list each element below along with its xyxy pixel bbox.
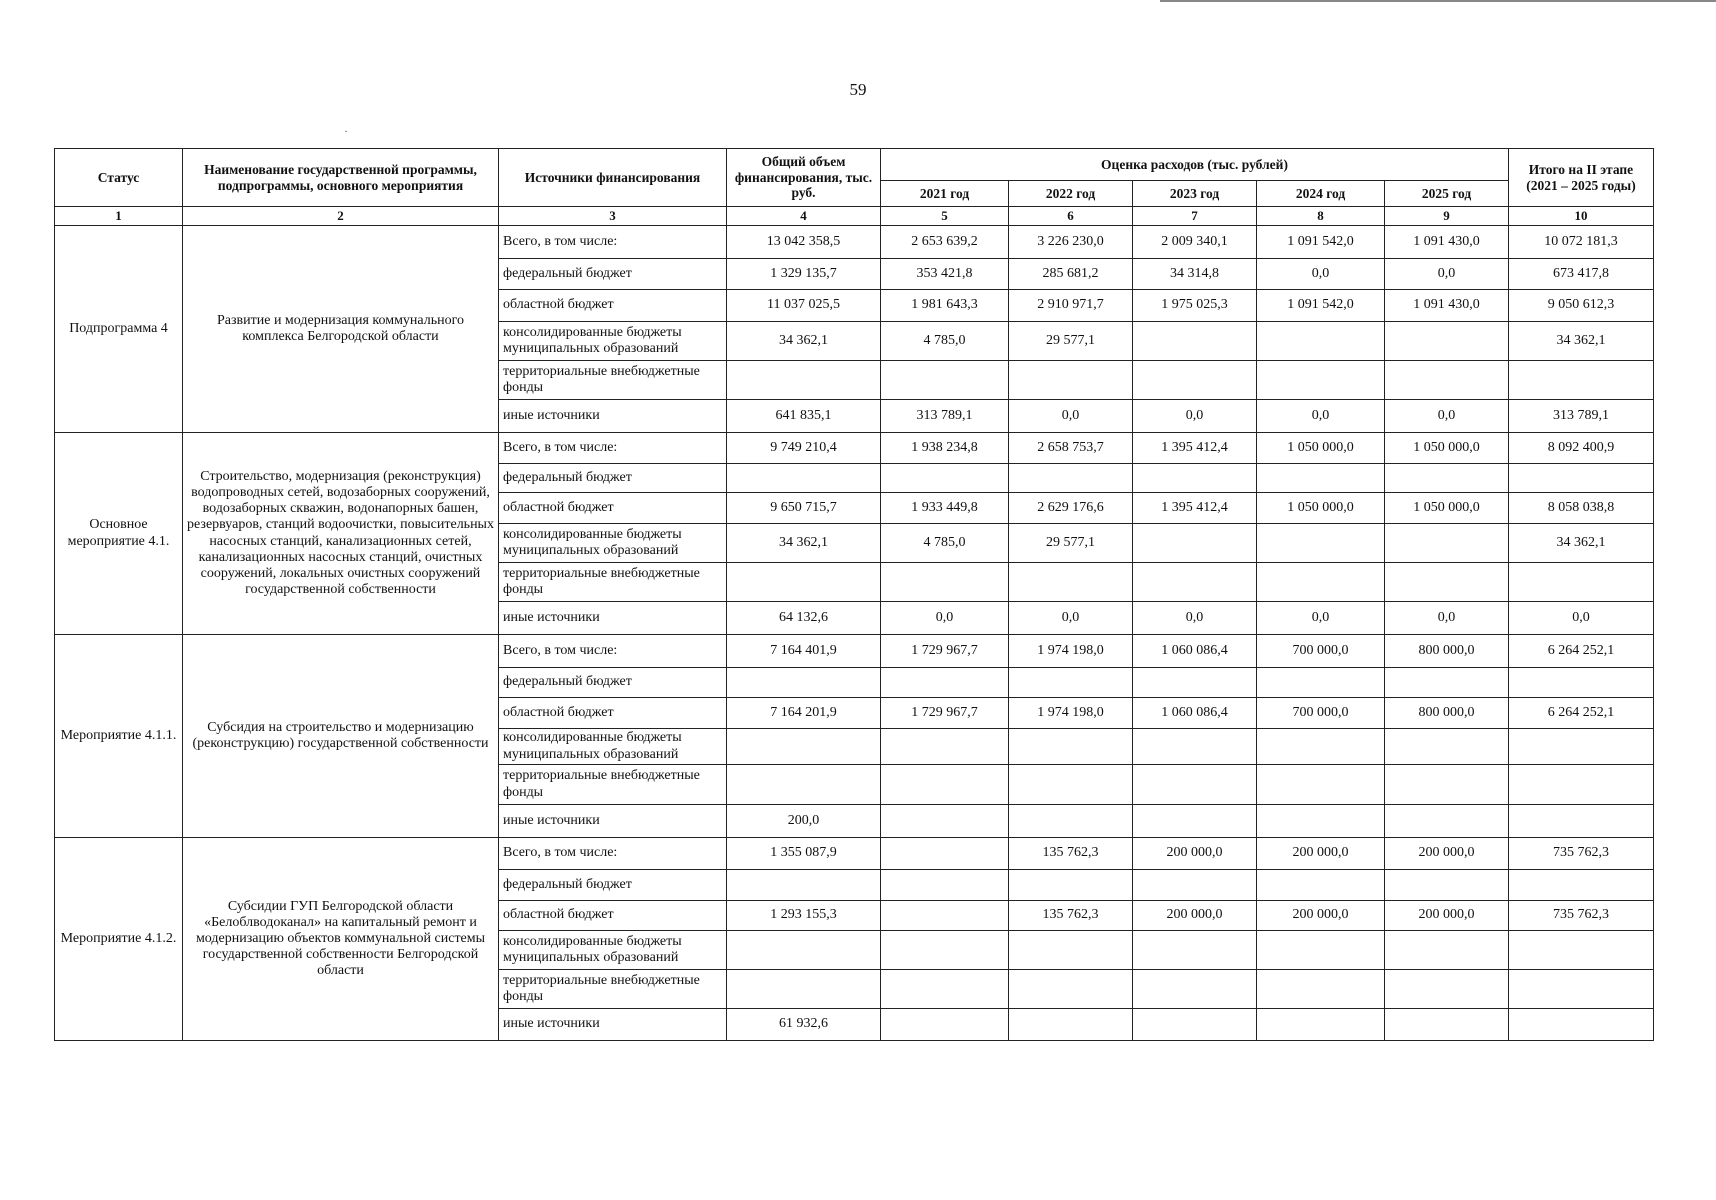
amount-cell: 1 050 000,0 [1257, 433, 1385, 464]
status-cell: Подпрограмма 4 [55, 226, 183, 433]
amount-cell [1509, 361, 1654, 400]
amount-cell [1385, 729, 1509, 765]
amount-cell [1133, 361, 1257, 400]
table-body [55, 226, 1654, 1041]
funding-source-cell: иные источники [499, 805, 727, 838]
column-number: 2 [183, 207, 499, 226]
column-number: 6 [1009, 207, 1133, 226]
amount-cell: 1 974 198,0 [1009, 698, 1133, 729]
amount-cell [1009, 805, 1133, 838]
amount-cell [1257, 870, 1385, 901]
amount-cell: 1 938 234,8 [881, 433, 1009, 464]
amount-cell [1385, 805, 1509, 838]
header-stage-total: Итого на II этапе (2021 – 2025 годы) [1509, 149, 1654, 207]
amount-cell: 34 362,1 [1509, 322, 1654, 361]
amount-cell: 64 132,6 [727, 602, 881, 635]
funding-source-cell: территориальные внебюджетные фонды [499, 970, 727, 1009]
amount-cell: 200 000,0 [1257, 838, 1385, 870]
column-number: 7 [1133, 207, 1257, 226]
amount-cell [1133, 970, 1257, 1009]
amount-cell: 34 362,1 [727, 322, 881, 361]
amount-cell [1509, 805, 1654, 838]
amount-cell: 135 762,3 [1009, 901, 1133, 931]
amount-cell: 135 762,3 [1009, 838, 1133, 870]
amount-cell [1509, 765, 1654, 805]
amount-cell [1385, 361, 1509, 400]
amount-cell: 1 091 542,0 [1257, 290, 1385, 322]
amount-cell: 7 164 201,9 [727, 698, 881, 729]
amount-cell: 1 933 449,8 [881, 493, 1009, 524]
scan-speck: · [344, 124, 348, 138]
amount-cell: 200 000,0 [1385, 838, 1509, 870]
amount-cell [1509, 563, 1654, 602]
amount-cell: 1 091 430,0 [1385, 226, 1509, 259]
amount-cell: 1 395 412,4 [1133, 433, 1257, 464]
amount-cell: 2 658 753,7 [1009, 433, 1133, 464]
funding-source-cell: иные источники [499, 400, 727, 433]
header-sources: Источники финансирования [499, 149, 727, 207]
funding-source-cell: консолидированные бюджеты муниципальных образований [499, 322, 727, 361]
column-number: 1 [55, 207, 183, 226]
amount-cell: 700 000,0 [1257, 698, 1385, 729]
amount-cell [881, 729, 1009, 765]
amount-cell [1509, 970, 1654, 1009]
amount-cell: 353 421,8 [881, 259, 1009, 290]
amount-cell [1509, 668, 1654, 698]
amount-cell [1385, 524, 1509, 563]
amount-cell [1509, 1009, 1654, 1041]
amount-cell: 34 362,1 [1509, 524, 1654, 563]
column-number: 10 [1509, 207, 1654, 226]
amount-cell: 200 000,0 [1133, 838, 1257, 870]
amount-cell [1133, 563, 1257, 602]
amount-cell [1009, 464, 1133, 493]
amount-cell: 735 762,3 [1509, 838, 1654, 870]
amount-cell: 2 910 971,7 [1009, 290, 1133, 322]
amount-cell: 1 395 412,4 [1133, 493, 1257, 524]
amount-cell: 0,0 [1257, 400, 1385, 433]
amount-cell [1509, 729, 1654, 765]
table-row [55, 433, 1654, 464]
amount-cell: 735 762,3 [1509, 901, 1654, 931]
amount-cell [1385, 563, 1509, 602]
status-cell: Мероприятие 4.1.1. [55, 635, 183, 838]
header-year: 2021 год [881, 181, 1009, 207]
amount-cell [727, 361, 881, 400]
funding-source-cell: федеральный бюджет [499, 464, 727, 493]
amount-cell [881, 838, 1009, 870]
funding-source-cell: территориальные внебюджетные фонды [499, 765, 727, 805]
funding-source-cell: федеральный бюджет [499, 870, 727, 901]
amount-cell: 1 293 155,3 [727, 901, 881, 931]
header-year: 2023 год [1133, 181, 1257, 207]
amount-cell: 0,0 [1385, 400, 1509, 433]
column-number: 9 [1385, 207, 1509, 226]
amount-cell: 1 091 430,0 [1385, 290, 1509, 322]
table-row [55, 226, 1654, 259]
program-name-cell: Субсидия на строительство и модернизацию (реконструкцию) государственной собственности [183, 635, 499, 838]
amount-cell [881, 870, 1009, 901]
amount-cell [1009, 765, 1133, 805]
amount-cell: 800 000,0 [1385, 635, 1509, 668]
amount-cell: 1 974 198,0 [1009, 635, 1133, 668]
amount-cell [727, 970, 881, 1009]
amount-cell [1385, 464, 1509, 493]
amount-cell [1385, 322, 1509, 361]
status-cell: Основное мероприятие 4.1. [55, 433, 183, 635]
amount-cell [1133, 870, 1257, 901]
header-status: Статус [55, 149, 183, 207]
amount-cell [881, 805, 1009, 838]
column-number: 3 [499, 207, 727, 226]
amount-cell [727, 464, 881, 493]
amount-cell [1509, 464, 1654, 493]
amount-cell [727, 668, 881, 698]
amount-cell: 200 000,0 [1385, 901, 1509, 931]
column-number: 5 [881, 207, 1009, 226]
funding-source-cell: иные источники [499, 602, 727, 635]
funding-source-cell: территориальные внебюджетные фонды [499, 361, 727, 400]
amount-cell [1133, 765, 1257, 805]
amount-cell [881, 765, 1009, 805]
amount-cell [1385, 870, 1509, 901]
amount-cell: 1 729 967,7 [881, 698, 1009, 729]
amount-cell [1257, 805, 1385, 838]
amount-cell [1257, 563, 1385, 602]
amount-cell [1385, 931, 1509, 970]
table-row [55, 838, 1654, 870]
amount-cell: 2 629 176,6 [1009, 493, 1133, 524]
funding-source-cell: консолидированные бюджеты муниципальных образований [499, 524, 727, 563]
amount-cell: 4 785,0 [881, 524, 1009, 563]
funding-source-cell: Всего, в том числе: [499, 635, 727, 668]
amount-cell: 34 314,8 [1133, 259, 1257, 290]
amount-cell: 3 226 230,0 [1009, 226, 1133, 259]
amount-cell: 13 042 358,5 [727, 226, 881, 259]
amount-cell: 7 164 401,9 [727, 635, 881, 668]
funding-source-cell: Всего, в том числе: [499, 226, 727, 259]
funding-source-cell: областной бюджет [499, 493, 727, 524]
status-cell: Мероприятие 4.1.2. [55, 838, 183, 1041]
amount-cell [881, 1009, 1009, 1041]
budget-table [54, 148, 1654, 1041]
amount-cell [1009, 970, 1133, 1009]
amount-cell [1133, 464, 1257, 493]
amount-cell [1133, 729, 1257, 765]
amount-cell [1009, 563, 1133, 602]
amount-cell: 8 058 038,8 [1509, 493, 1654, 524]
amount-cell: 1 355 087,9 [727, 838, 881, 870]
amount-cell: 0,0 [1133, 400, 1257, 433]
header-year: 2022 год [1009, 181, 1133, 207]
funding-source-cell: консолидированные бюджеты муниципальных образований [499, 729, 727, 765]
amount-cell [1133, 931, 1257, 970]
amount-cell: 0,0 [1257, 259, 1385, 290]
amount-cell: 6 264 252,1 [1509, 635, 1654, 668]
funding-source-cell: Всего, в том числе: [499, 433, 727, 464]
amount-cell [1385, 668, 1509, 698]
amount-cell [727, 729, 881, 765]
program-name-cell: Развитие и модернизация коммунального комплекса Белгородской области [183, 226, 499, 433]
amount-cell: 200 000,0 [1133, 901, 1257, 931]
amount-cell: 61 932,6 [727, 1009, 881, 1041]
amount-cell: 200,0 [727, 805, 881, 838]
amount-cell: 0,0 [1385, 259, 1509, 290]
amount-cell: 1 091 542,0 [1257, 226, 1385, 259]
amount-cell [1133, 524, 1257, 563]
funding-source-cell: областной бюджет [499, 698, 727, 729]
amount-cell: 9 650 715,7 [727, 493, 881, 524]
amount-cell [727, 931, 881, 970]
amount-cell: 1 729 967,7 [881, 635, 1009, 668]
amount-cell: 0,0 [1257, 602, 1385, 635]
amount-cell: 0,0 [1009, 400, 1133, 433]
amount-cell [1385, 970, 1509, 1009]
amount-cell [881, 563, 1009, 602]
amount-cell [727, 870, 881, 901]
program-name-cell: Строительство, модернизация (реконструкция) водопроводных сетей, водозаборных сооружений, водозаборных скважин, водонапорных башен, резервуаров, станций водоочистки, повысительных насосных станций, канализационных сетей, канализационных насосных станций, очистных сооружений, локальных очистных сооружений государственной собственности [183, 433, 499, 635]
amount-cell [1133, 805, 1257, 838]
amount-cell [1257, 1009, 1385, 1041]
amount-cell [881, 931, 1009, 970]
amount-cell [1257, 729, 1385, 765]
amount-cell [881, 464, 1009, 493]
amount-cell [1009, 361, 1133, 400]
amount-cell: 0,0 [1509, 602, 1654, 635]
amount-cell: 29 577,1 [1009, 322, 1133, 361]
header-name: Наименование государственной программы, подпрограммы, основного мероприятия [183, 149, 499, 207]
amount-cell [727, 563, 881, 602]
amount-cell [881, 668, 1009, 698]
amount-cell: 1 329 135,7 [727, 259, 881, 290]
amount-cell [1009, 931, 1133, 970]
funding-source-cell: федеральный бюджет [499, 668, 727, 698]
amount-cell: 1 050 000,0 [1257, 493, 1385, 524]
amount-cell: 313 789,1 [1509, 400, 1654, 433]
amount-cell [727, 765, 881, 805]
funding-source-cell: консолидированные бюджеты муниципальных образований [499, 931, 727, 970]
amount-cell: 800 000,0 [1385, 698, 1509, 729]
amount-cell [1257, 524, 1385, 563]
header-total: Общий объем финансирования, тыс. руб. [727, 149, 881, 207]
amount-cell [1009, 1009, 1133, 1041]
amount-cell: 641 835,1 [727, 400, 881, 433]
funding-source-cell: Всего, в том числе: [499, 838, 727, 870]
amount-cell: 1 981 643,3 [881, 290, 1009, 322]
amount-cell [1133, 668, 1257, 698]
amount-cell: 2 653 639,2 [881, 226, 1009, 259]
amount-cell [1257, 765, 1385, 805]
amount-cell [881, 901, 1009, 931]
amount-cell: 0,0 [1133, 602, 1257, 635]
amount-cell: 1 975 025,3 [1133, 290, 1257, 322]
funding-source-cell: областной бюджет [499, 901, 727, 931]
page-number: 59 [849, 80, 867, 99]
amount-cell: 0,0 [1009, 602, 1133, 635]
header-estimate: Оценка расходов (тыс. рублей) [881, 149, 1509, 181]
amount-cell: 1 050 000,0 [1385, 433, 1509, 464]
funding-source-cell: областной бюджет [499, 290, 727, 322]
amount-cell: 2 009 340,1 [1133, 226, 1257, 259]
amount-cell: 313 789,1 [881, 400, 1009, 433]
amount-cell: 4 785,0 [881, 322, 1009, 361]
table-row [55, 635, 1654, 668]
amount-cell: 1 050 000,0 [1385, 493, 1509, 524]
amount-cell [1257, 322, 1385, 361]
amount-cell: 0,0 [1385, 602, 1509, 635]
amount-cell [1009, 668, 1133, 698]
column-number: 4 [727, 207, 881, 226]
scan-top-line [1160, 0, 1716, 2]
amount-cell [1257, 931, 1385, 970]
header-year: 2024 год [1257, 181, 1385, 207]
amount-cell: 29 577,1 [1009, 524, 1133, 563]
amount-cell [1133, 322, 1257, 361]
amount-cell: 10 072 181,3 [1509, 226, 1654, 259]
amount-cell [1509, 870, 1654, 901]
column-number: 8 [1257, 207, 1385, 226]
header-year: 2025 год [1385, 181, 1509, 207]
amount-cell: 0,0 [881, 602, 1009, 635]
amount-cell [1509, 931, 1654, 970]
amount-cell [1133, 1009, 1257, 1041]
amount-cell: 1 060 086,4 [1133, 635, 1257, 668]
amount-cell [881, 970, 1009, 1009]
amount-cell: 673 417,8 [1509, 259, 1654, 290]
amount-cell [881, 361, 1009, 400]
program-name-cell: Субсидии ГУП Белгородской области «Белоблводоканал» на капитальный ремонт и модернизацию объектов коммунальной системы государственной собственности Белгородской области [183, 838, 499, 1041]
amount-cell [1009, 870, 1133, 901]
amount-cell [1257, 464, 1385, 493]
amount-cell: 9 749 210,4 [727, 433, 881, 464]
amount-cell [1385, 1009, 1509, 1041]
amount-cell [1257, 361, 1385, 400]
amount-cell: 200 000,0 [1257, 901, 1385, 931]
funding-source-cell: федеральный бюджет [499, 259, 727, 290]
amount-cell: 6 264 252,1 [1509, 698, 1654, 729]
funding-source-cell: иные источники [499, 1009, 727, 1041]
amount-cell: 34 362,1 [727, 524, 881, 563]
amount-cell: 11 037 025,5 [727, 290, 881, 322]
amount-cell [1257, 970, 1385, 1009]
amount-cell [1009, 729, 1133, 765]
amount-cell [1385, 765, 1509, 805]
amount-cell: 285 681,2 [1009, 259, 1133, 290]
funding-source-cell: территориальные внебюджетные фонды [499, 563, 727, 602]
amount-cell [1257, 668, 1385, 698]
amount-cell: 700 000,0 [1257, 635, 1385, 668]
amount-cell: 9 050 612,3 [1509, 290, 1654, 322]
amount-cell: 1 060 086,4 [1133, 698, 1257, 729]
amount-cell: 8 092 400,9 [1509, 433, 1654, 464]
